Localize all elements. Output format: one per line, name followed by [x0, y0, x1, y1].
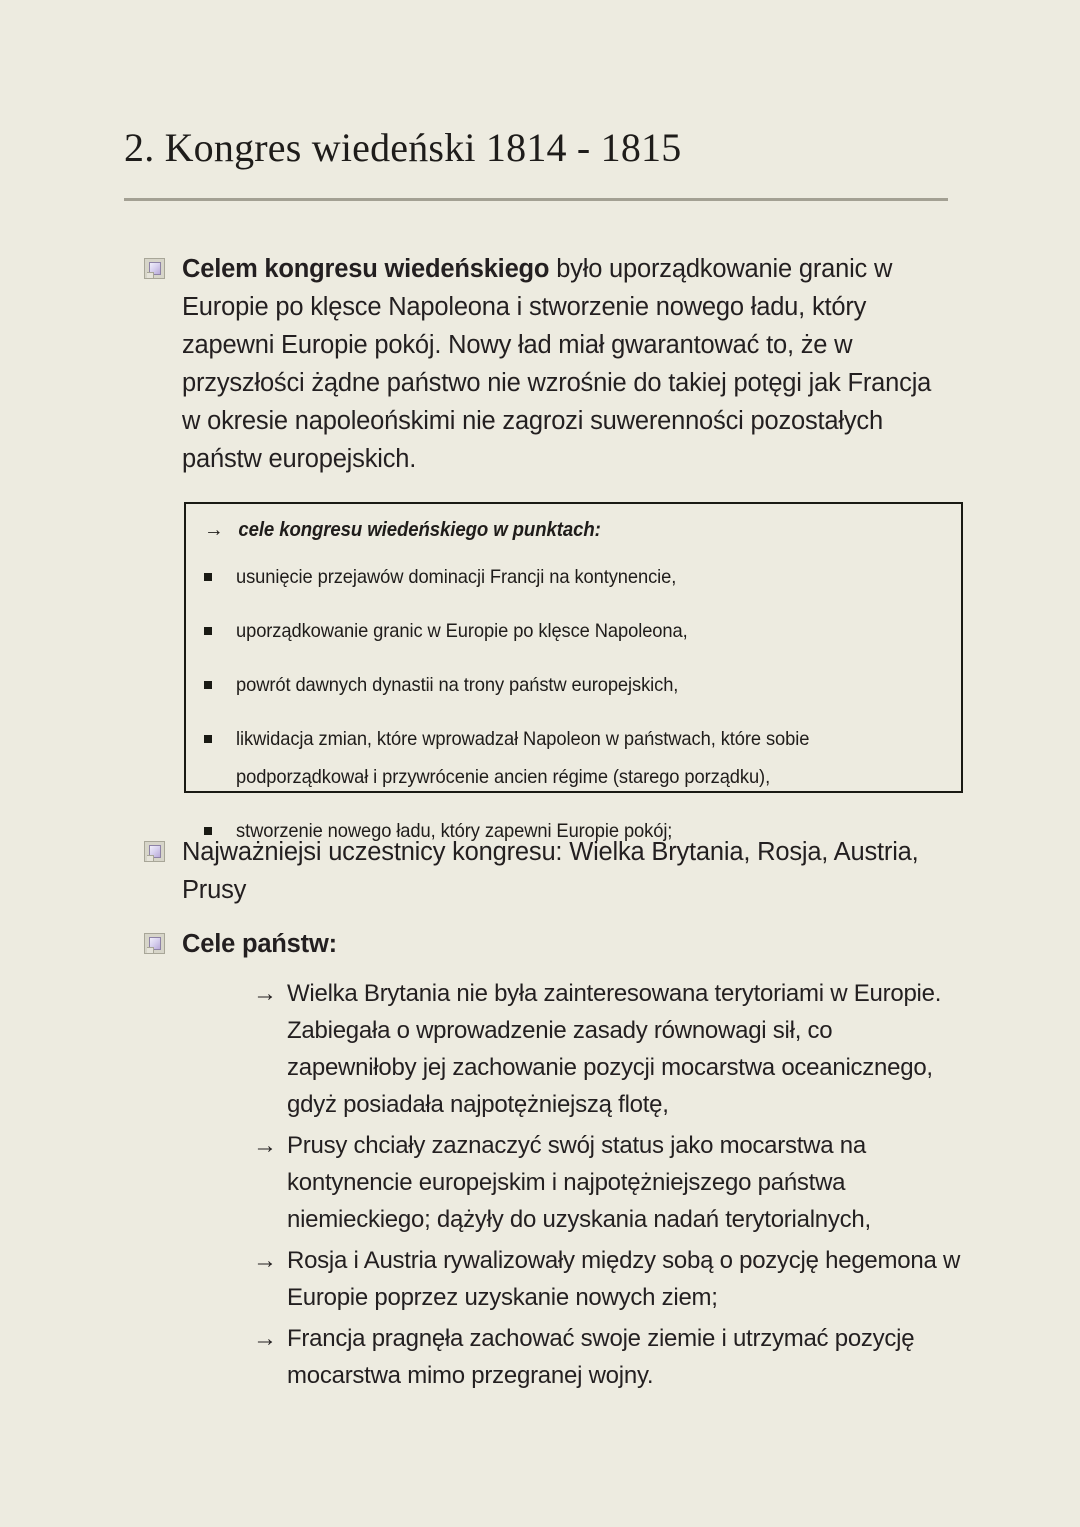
arrow-icon: → — [253, 980, 277, 1007]
list-item — [204, 720, 943, 796]
list-item-text: usunięcie przejawów dominacji Francji na kontynencie, — [236, 566, 677, 588]
intro-lead-bold: Celem kongresu wiedeńskiego — [182, 255, 550, 283]
list-item — [253, 975, 963, 1123]
page-title: 2. Kongres wiedeński 1814 - 1815 — [124, 125, 682, 170]
square-bullet-icon — [204, 627, 212, 635]
list-item-text: powrót dawnych dynastii na trony państw europejskich, — [236, 674, 679, 696]
square-bullet-icon — [204, 681, 212, 689]
square-bullet-icon — [204, 573, 212, 581]
title-divider — [124, 198, 948, 201]
framed-box-lead — [204, 518, 891, 542]
intro-bullet-row — [144, 250, 954, 478]
goals-framed-box — [184, 502, 963, 842]
list-item — [253, 1242, 963, 1316]
participants-text: Najważniejsi uczestnicy kongresu: Wielka Brytania, Rosja, Austria, Prusy — [182, 838, 919, 904]
list-item-text: Wielka Brytania nie była zainteresowana terytoriami w Europie. Zabiegała o wprowadzenie zasady równowagi sił, co zapewniłoby jej zachowanie pozycji mocarstwa oceanicznego, gdyż posiadała najpotężniejszą flotę, — [287, 980, 942, 1118]
framed-box-lead-text: cele kongresu wiedeńskiego w punktach: — [238, 519, 601, 541]
list-item — [204, 666, 943, 704]
goals-heading-text: Cele państw: — [182, 930, 337, 958]
list-item — [253, 1127, 963, 1238]
arrow-icon: → — [204, 518, 224, 541]
list-item-text: uporządkowanie granic w Europie po klęsce Napoleona, — [236, 620, 688, 642]
list-item-text: Rosja i Austria rywalizowały między sobą o pozycję hegemona w Europie poprzez uzyskanie nowych ziem; — [287, 1247, 961, 1311]
goals-heading-row — [144, 925, 644, 963]
list-item-text: Francja pragnęła zachować swoje ziemie i utrzymać pozycję mocarstwa mimo przegranej wojny. — [287, 1325, 915, 1389]
list-item — [253, 1320, 963, 1394]
framed-box-list — [204, 558, 943, 850]
list-item-text: likwidacja zmian, które wprowadzał Napoleon w państwach, które sobie podporządkował i przywrócenie ancien régime (starego porządku), — [236, 728, 810, 788]
goals-arrow-list — [253, 975, 963, 1398]
document-bullet-icon — [144, 933, 165, 954]
list-item — [204, 612, 943, 650]
document-bullet-icon — [144, 258, 165, 279]
intro-rest-text: było uporządkowanie granic w Europie po klęsce Napoleona i stworzenie nowego ładu, który zapewni Europie pokój. Nowy ład miał gwarantować to, że w przyszłości żądne państwo nie wzrośnie do takiej potęgi jak Francja w okresie napoleońskimi nie zagrozi suwerenności pozostałych państw europejskich. — [182, 255, 932, 473]
square-bullet-icon — [204, 735, 212, 743]
arrow-icon: → — [253, 1132, 277, 1159]
arrow-icon: → — [253, 1247, 277, 1274]
list-item — [204, 558, 943, 596]
document-bullet-icon — [144, 841, 165, 862]
list-item-text: stworzenie nowego ładu, który zapewni Europie pokój; — [236, 820, 673, 842]
title-block — [124, 126, 954, 201]
participants-bullet-row — [144, 833, 964, 909]
list-item-text: Prusy chciały zaznaczyć swój status jako mocarstwa na kontynencie europejskim i najpotężniejszego państwa niemieckiego; dążyły do uzyskania nadań terytorialnych, — [287, 1132, 871, 1233]
arrow-icon: → — [253, 1325, 277, 1352]
intro-paragraph — [182, 250, 952, 478]
